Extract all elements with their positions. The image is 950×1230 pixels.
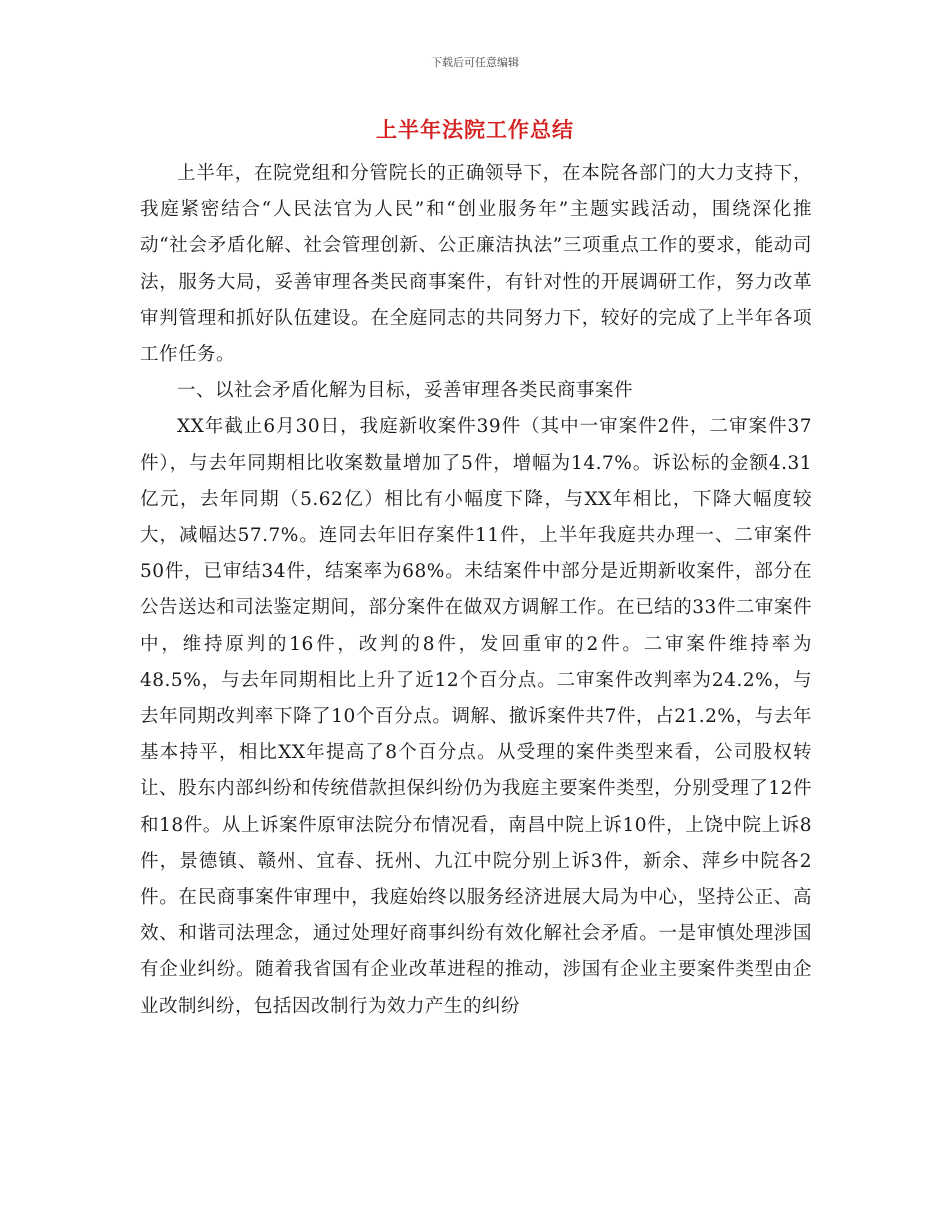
document-body xyxy=(140,156,812,1025)
document-title: 上半年法院工作总结 xyxy=(376,117,574,142)
paragraph-case-statistics: XX年截止6月30日，我庭新收案件39件（其中一审案件2件，二审案件37件），与去年同期相比收案数量增加了5件，增幅为14.7%。诉讼标的金额4.31亿元，去年同期（5.62亿）相比有小幅度下降，与XX年相比，下降大幅度较大，减幅达57.7%。连同去年旧存案件11件，上半年我庭共办理一、二审案件50件，已审结34件，结案率为68%。未结案件中部分是近期新收案件，部分在公告送达和司法鉴定期间，部分案件在做双方调解工作。在已结的33件二审案件中，维持原判的16件，改判的8件，发回重审的2件。二审案件维持率为48.5%，与去年同期相比上升了近12个百分点。二审案件改判率为24.2%，与去年同期改判率下降了10个百分点。调解、撤诉案件共7件，占21.2%，与去年基本持平，相比XX年提高了8个百分点。从受理的案件类型来看，公司股权转让、股东内部纠纷和传统借款担保纠纷仍为我庭主要案件类型，分别受理了12件和18件。从上诉案件原审法院分布情况看，南昌中院上诉10件，上饶中院上诉8件，景德镇、赣州、宜春、抚州、九江中院分别上诉3件，新余、萍乡中院各2件。在民商事案件审理中，我庭始终以服务经济进展大局为中心，坚持公正、高效、和谐司法理念，通过处理好商事纠纷有效化解社会矛盾。一是审慎处理涉国有企业纠纷。随着我省国有企业改革进程的推动，涉国有企业主要案件类型由企业改制纠纷，包括因改制行为效力产生的纠纷 xyxy=(140,416,812,1017)
section-heading-1: 一、以社会矛盾化解为目标，妥善审理各类民商事案件 xyxy=(177,380,634,402)
page-header: 下载后可任意编辑 xyxy=(431,56,519,69)
paragraph-intro: 上半年，在院党组和分管院长的正确领导下，在本院各部门的大力支持下，我庭紧密结合“人民法官为人民”和“创业服务年”主题实践活动，围绕深化推动“社会矛盾化解、社会管理创新、公正廉洁执法”三项重点工作的要求，能动司法，服务大局，妥善审理各类民商事案件，有针对性的开展调研工作，努力改革审判管理和抓好队伍建设。在全庭同志的共同努力下，较好的完成了上半年各项工作任务。 xyxy=(140,163,812,366)
